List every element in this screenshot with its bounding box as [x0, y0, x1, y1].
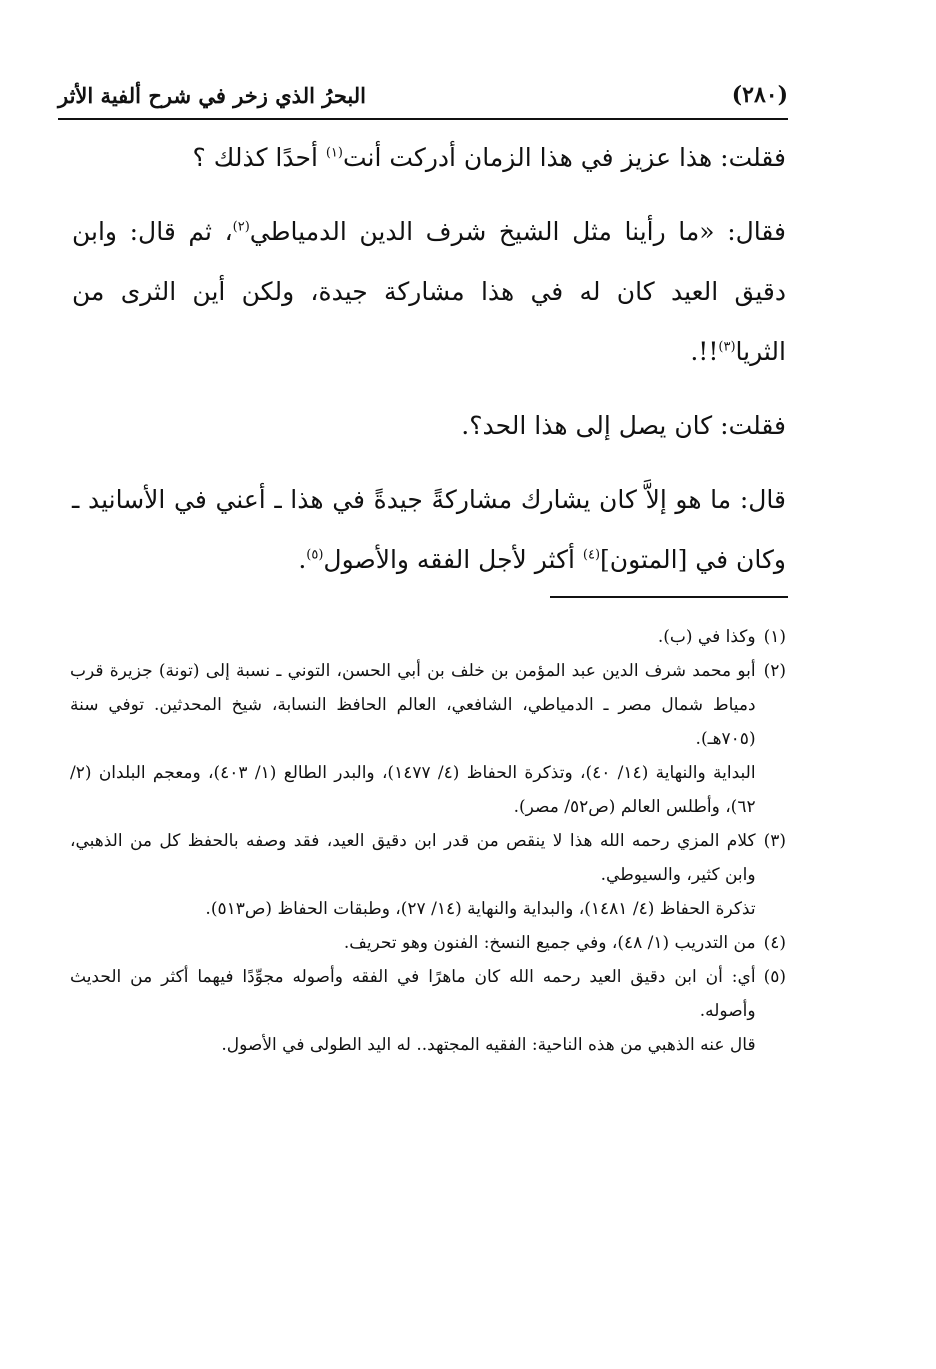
paragraph-3 — [72, 396, 786, 456]
footnote-text: وكذا في (ب). — [657, 627, 756, 647]
running-title: البحرُ الذي زخر في شرح ألفية الأثر — [58, 82, 366, 108]
footnote-number: (١) — [763, 627, 786, 647]
footnote-number: (٤) — [763, 933, 786, 953]
main-text — [72, 128, 786, 604]
header-rule — [58, 118, 788, 120]
p1-text-a: فقلت: هذا عزيز في هذا الزمان أدركت أنت — [342, 143, 786, 172]
footnote-sources: البداية والنهاية (١٤/ ٤٠)، وتذكرة الحفاظ (٤/ ١٤٧٧)، والبدر الطالع (١/ ٤٠٣)، ومعجم البلدان (٢/ ٦٢)، وأطلس العالم (ص٥٢/ مصر). — [70, 763, 756, 817]
footnote-text: كلام المزي رحمه الله هذا لا ينقص من قدر ابن دقيق العيد، فقد وصفه بالحفظ كل من الذهبي، وابن كثير، والسيوطي. — [70, 831, 756, 885]
footnote-1 — [70, 620, 786, 654]
footnote-ref-1: (١) — [325, 145, 343, 161]
footnote-ref-2: (٢) — [232, 219, 250, 235]
footnote-separator — [550, 596, 788, 598]
footnote-text: من التدريب (١/ ٤٨)، وفي جميع النسخ: الفنون وهو تحريف. — [343, 933, 756, 953]
p2-text-b: ، ثم قال: وابن دقيق العيد كان له في هذا مشاركة جيدة، ولكن أين الثرى من الثريا — [72, 217, 786, 366]
footnote-text: أبو محمد شرف الدين عبد المؤمن بن خلف بن أبي الحسن، التوني ـ نسبة إلى (تونة) جزيرة قرب دمياط شمال مصر ـ الدمياطي، الشافعي، العالم الحافظ النسابة، شيخ المحدثين. توفي سنة (٧٠٥هـ). — [70, 661, 756, 749]
footnote-sources: تذكرة الحفاظ (٤/ ١٤٨١)، والبداية والنهاية (١٤/ ٢٧)، وطبقات الحفاظ (ص٥١٣). — [205, 899, 756, 919]
footnote-number: (٢) — [763, 661, 786, 681]
p1-text-b: أحدًا كذلك ؟ — [192, 143, 326, 172]
page-header — [58, 72, 788, 118]
page-number: (٢٨٠) — [731, 82, 788, 108]
p4-text-c: . — [298, 545, 307, 574]
footnotes — [70, 620, 786, 1062]
footnote-number: (٣) — [763, 831, 786, 851]
footnote-3 — [70, 824, 786, 926]
footnote-ref-4: (٤) — [582, 547, 601, 563]
p2-text-c: !!. — [690, 337, 719, 366]
footnote-text: أي: أن ابن دقيق العيد رحمه الله كان ماهرًا في الفقه وأصوله مجوِّدًا فيهما أكثر من الحديث وأصوله. — [70, 967, 756, 1021]
paragraph-2 — [72, 202, 786, 382]
paragraph-4 — [72, 470, 786, 590]
paragraph-1 — [72, 128, 786, 188]
footnote-2 — [70, 654, 786, 824]
p4-text-b: أكثر لأجل الفقه والأصول — [323, 545, 583, 574]
p4-text-a: قال: ما هو إلاَّ كان يشارك مشاركةً جيدةً في هذا ـ أعني في الأسانيد ـ وكان في [المتون] — [72, 485, 786, 574]
p3-text: فقلت: كان يصل إلى هذا الحد؟. — [461, 411, 786, 440]
footnote-quote: قال عنه الذهبي من هذه الناحية: الفقيه المجتهد.. له اليد الطولى في الأصول. — [221, 1035, 756, 1055]
footnote-number: (٥) — [763, 967, 786, 987]
footnote-ref-3: (٣) — [718, 339, 736, 355]
footnote-5 — [70, 960, 786, 1062]
footnote-4 — [70, 926, 786, 960]
footnote-ref-5: (٥) — [306, 547, 324, 563]
p2-text-a: فقال: «ما رأينا مثل الشيخ شرف الدين الدمياطي — [249, 217, 787, 246]
